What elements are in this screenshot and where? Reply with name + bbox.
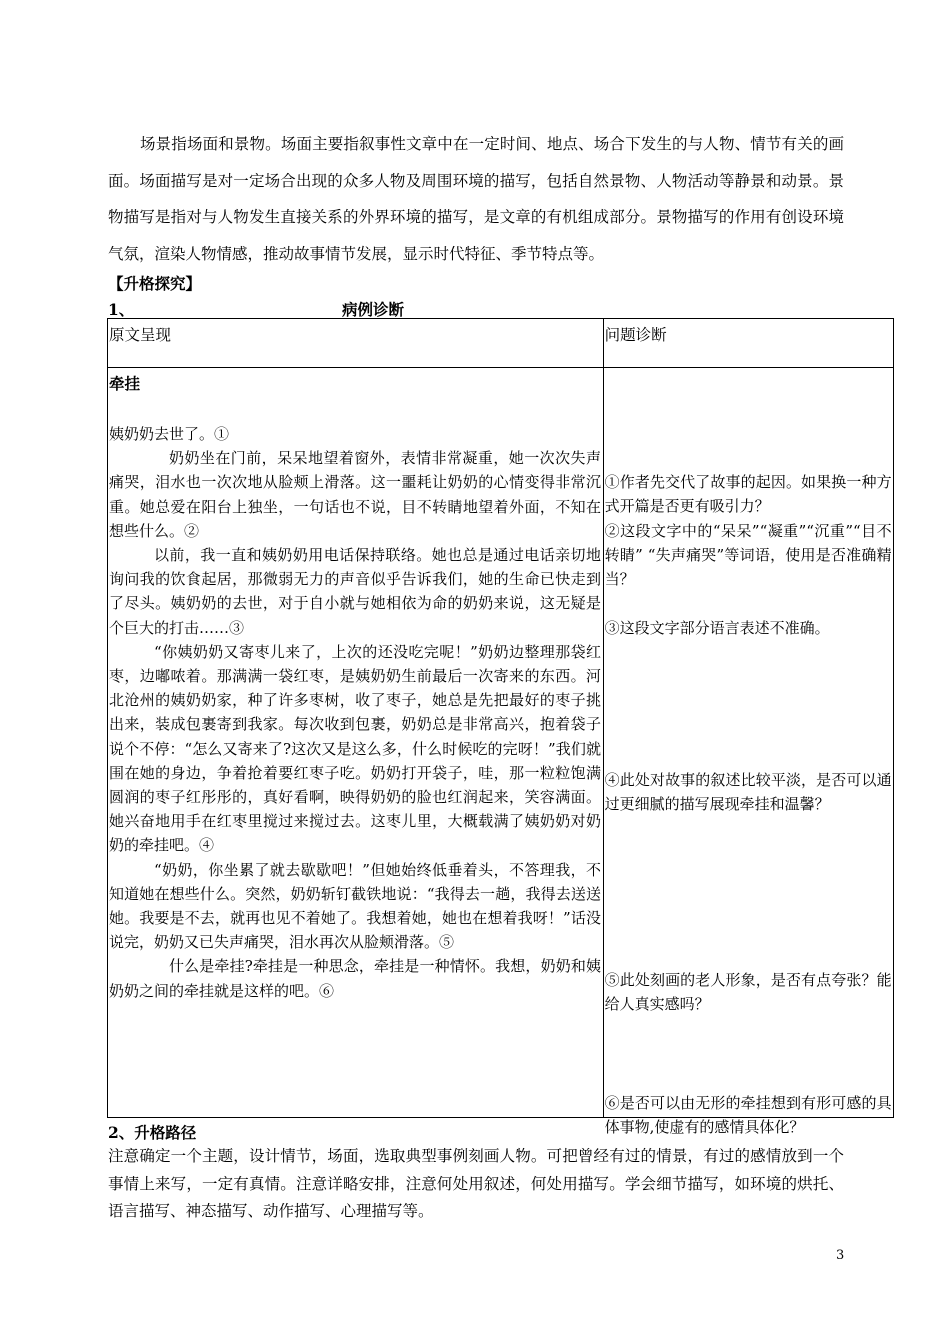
- table-header-row: [108, 319, 894, 368]
- table-body-row: [108, 368, 894, 1118]
- diagnosis-item: ⑤此处刻画的老人形象，是否有点夸张？能给人真实感吗？: [604, 971, 892, 1014]
- intro-paragraph: 场景指场面和景物。场面主要指叙事性文章中在一定时间、地点、场合下发生的与人物、情节有关的画面。场面描写是对一定场合出现的众多人物及周围环境的描写，包括自然景物、人物活动等静景和动景。景物描写是指对与人物发生直接关系的外界环境的描写，是文章的有机组成部分。景物描写的作用有创设环境气氛，渲染人物情感，推动故事情节发展，显示时代特征、季节特点等。: [108, 135, 844, 263]
- header-original-text: 原文呈现: [108, 319, 604, 368]
- case-title: 病例诊断: [342, 300, 405, 319]
- original-text-cell: [108, 368, 604, 1118]
- essay-paragraph: 奶奶坐在门前，呆呆地望着窗外，表情非常凝重，她一次次失声痛哭，泪水也一次次地从脸颊上滑落。这一噩耗让奶奶的心情变得非常沉重。她总爱在阳台上独坐，一句话也不说，目不转睛地望着外面，不知在想些什么。②: [109, 449, 601, 540]
- section-heading-explore: 【升格探究】: [108, 274, 202, 293]
- diagnosis-item: ②这段文字中的“呆呆”“凝重”“沉重”“目不转睛” “失声痛哭”等词语，使用是否准确精当？: [604, 522, 892, 589]
- essay-paragraph: 以前，我一直和姨奶奶用电话保持联络。她也总是通过电话亲切地询问我的饮食起居，那微弱无力的声音似乎告诉我们，她的生命已快走到了尽头。姨奶奶的去世，对于自小就与她相依为命的奶奶来说，这无疑是个巨大的打击……③: [109, 546, 601, 637]
- diagnosis-item: ④此处对故事的叙述比较平淡，是否可以通过更细腻的描写展现牵挂和温馨？: [604, 771, 892, 814]
- essay-paragraph: 什么是牵挂?牵挂是一种思念，牵挂是一种情怀。我想，奶奶和姨奶奶之间的牵挂就是这样的吧。⑥: [109, 957, 601, 1000]
- diagnosis-item: ③这段文字部分语言表述不准确。: [604, 619, 830, 637]
- essay-title: 牵挂: [109, 374, 141, 393]
- essay-paragraph: “你姨奶奶又寄枣儿来了，上次的还没吃完呢！”奶奶边整理那袋红枣，边嘟哝着。那满满一袋红枣，是姨奶奶生前最后一次寄来的东西。河北沧州的姨奶奶家，种了许多枣树，收了枣子，她总是先把最好的枣子挑出来，装成包裹寄到我家。每次收到包裹，奶奶总是非常高兴，抱着袋子说个不停：“怎么又寄来了?这次又是这么多，什么时候吃的完呀！”我们就围在她的身边，争着抢着要红枣子吃。奶奶打开袋子，哇，那一粒粒饱满圆润的枣子红彤彤的，真好看啊，映得奶奶的脸也红润起来，笑容满面。她兴奋地用手在红枣里搅过来搅过去。这枣儿里，大概载满了姨奶奶对奶奶的牵挂吧。④: [109, 642, 601, 855]
- diagnosis-item: ①作者先交代了故事的起因。如果换一种方式开篇是否更有吸引力？: [604, 473, 892, 516]
- essay-paragraph: “奶奶，你坐累了就去歇歇吧！”但她始终低垂着头，不答理我，不知道她在想些什么。突然，奶奶斩钉截铁地说：“我得去一趟，我得去送送她。我要是不去，就再也见不着她了。我想着她，她也在想着我呀！”话没说完，奶奶又已失声痛哭，泪水再次从脸颊滑落。⑤: [109, 860, 601, 952]
- section-heading-path: 2、升格路径: [108, 1123, 197, 1142]
- essay-paragraph: 姨奶奶去世了。①: [109, 425, 230, 443]
- diagnosis-item: ⑥是否可以由无形的牵挂想到有形可感的具体事物,使虚有的感情具体化？: [604, 1094, 892, 1137]
- case-number: 1、: [108, 300, 135, 319]
- diagnosis-cell: [603, 368, 893, 1137]
- page-number: 3: [836, 1248, 845, 1263]
- header-diagnosis: 问题诊断: [603, 319, 893, 368]
- path-paragraph: 注意确定一个主题，设计情节，场面，选取典型事例刻画人物。可把曾经有过的情景，有过的感情放到一个事情上来写，一定有真情。注意详略安排，注意何处用叙述，何处用描写。学会细节描写，如环境的烘托、语言描写、神态描写、动作描写、心理描写等。: [108, 1147, 844, 1220]
- essay-body: [109, 422, 601, 1003]
